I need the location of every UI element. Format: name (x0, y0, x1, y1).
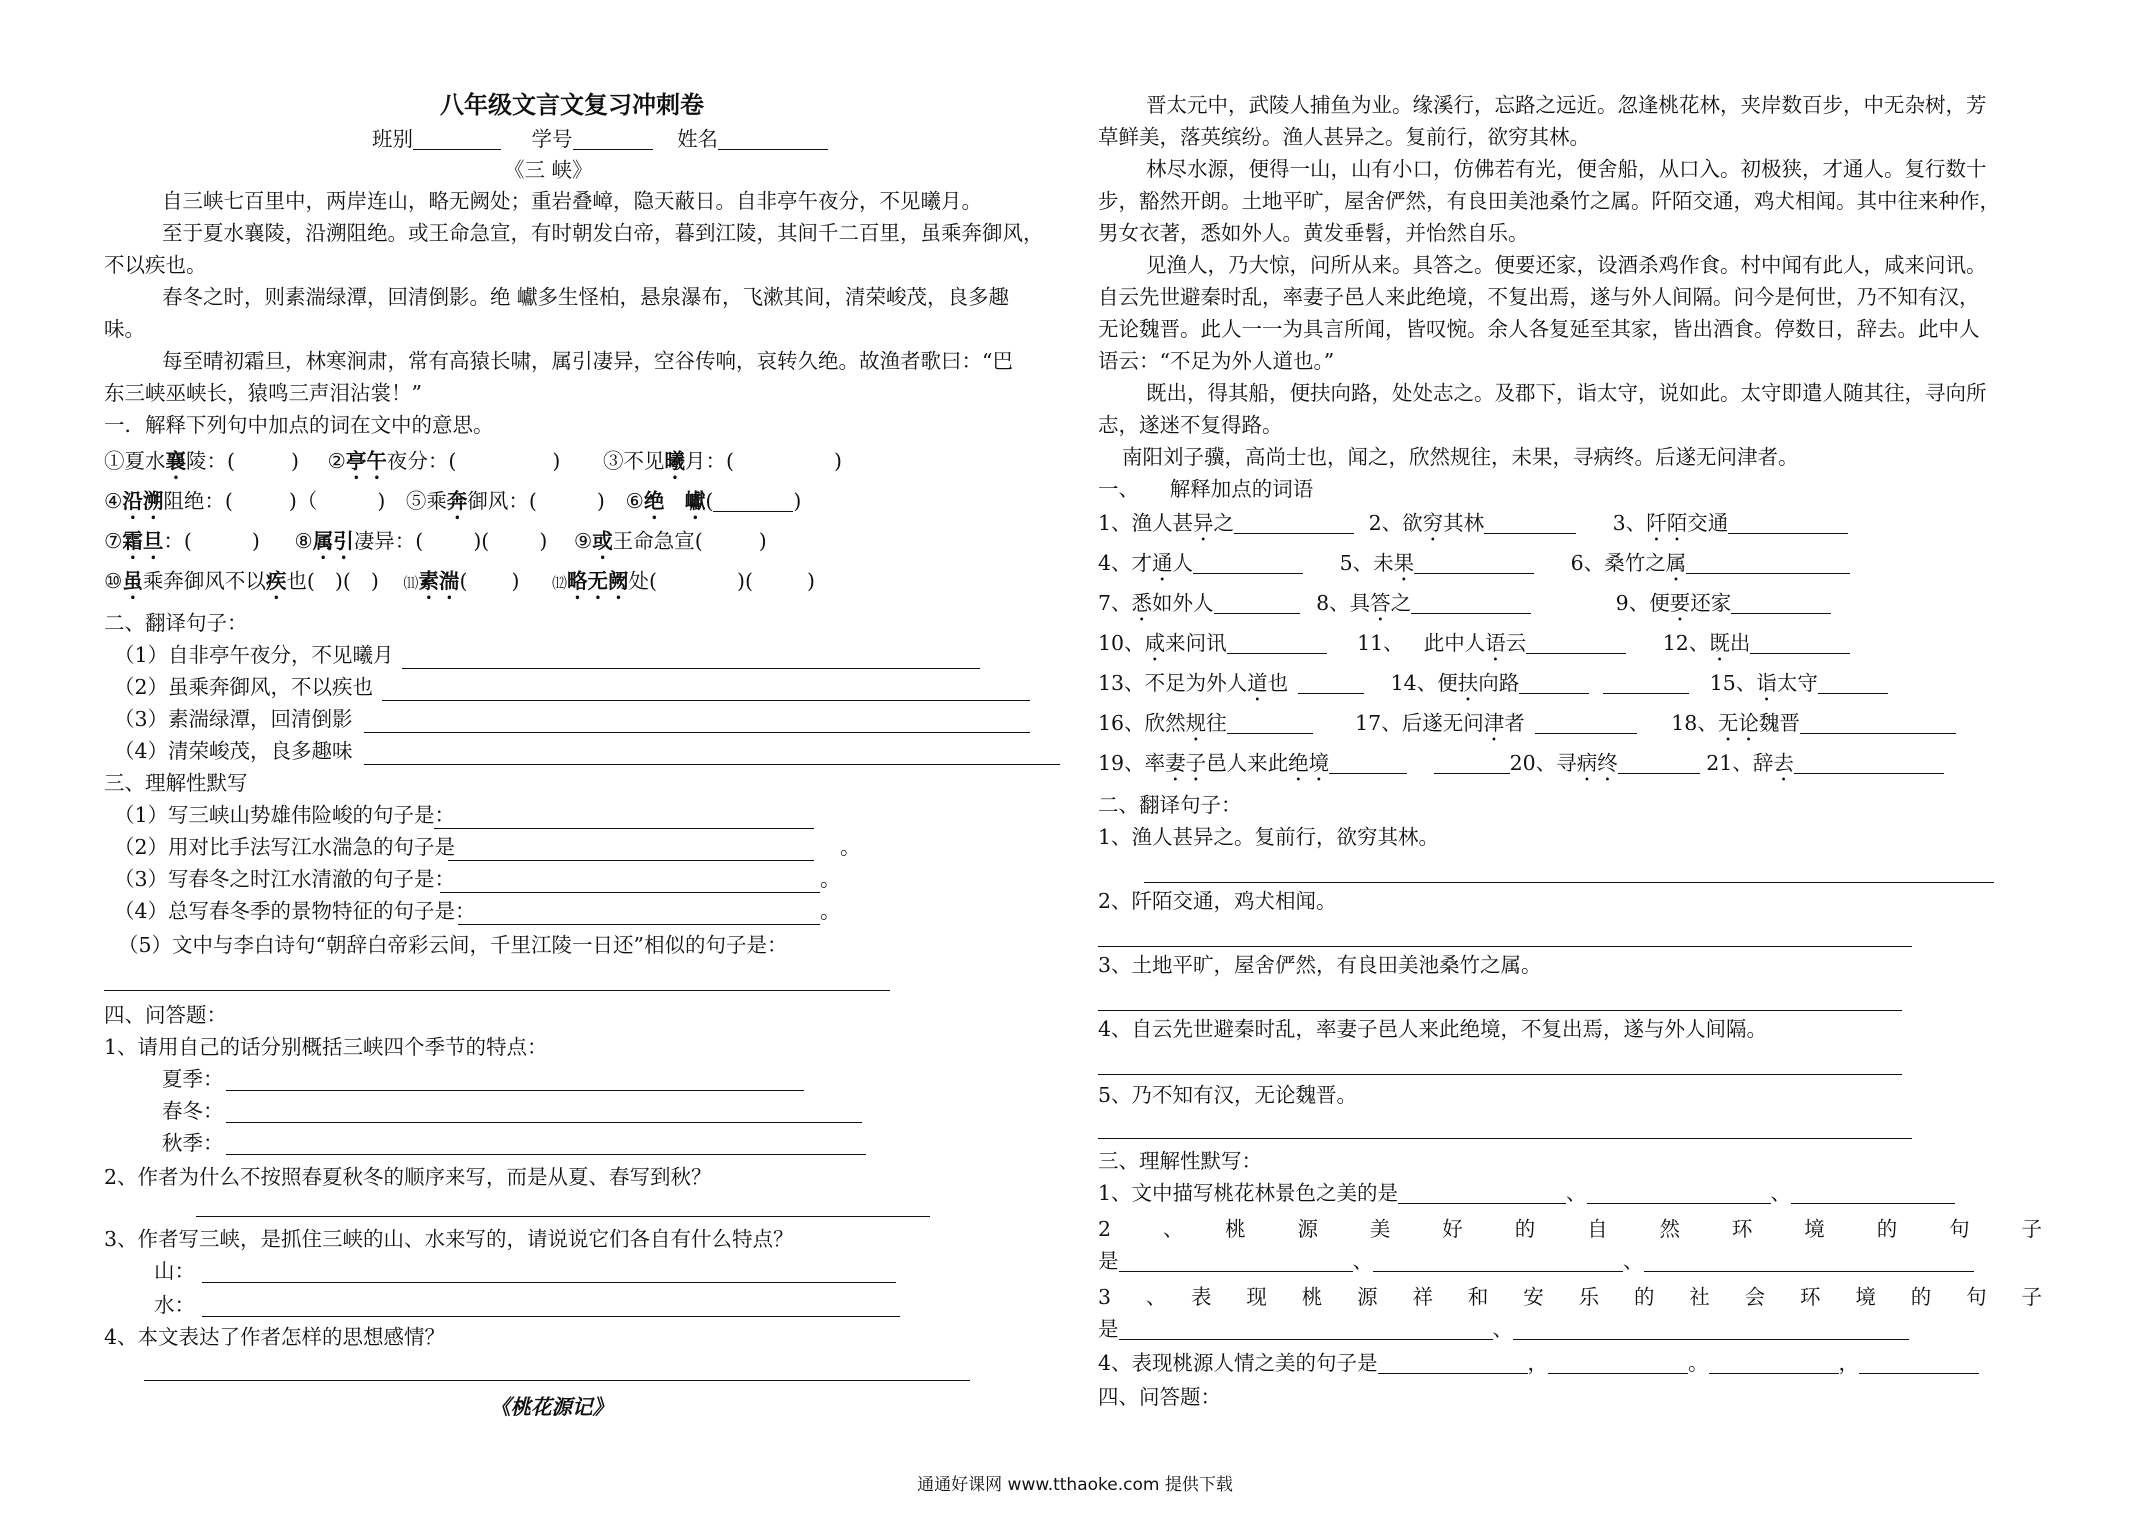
answer-line[interactable] (440, 892, 820, 893)
vocab-row-5: 13、不足为外人道也 14、便扶向路 15、诣太守 (1098, 668, 1888, 706)
answer-line[interactable] (144, 1380, 970, 1381)
passage-line: 志，遂迷不复得路。 (1098, 413, 1283, 437)
translate-item-2: 2、阡陌交通，鸡犬相闻。 (1098, 889, 1337, 913)
vocab-row-3: 7、悉如外人 8、具答之 9、便要还家 (1098, 588, 1831, 626)
answer-line[interactable] (226, 1090, 804, 1091)
passage-line: 无论魏晋。此人一一为具言所闻，皆叹惋。余人各复延至其家，皆出酒食。停数日，辞去。此中人 (1098, 317, 1980, 341)
passage-line: 至于夏水襄陵，沿溯阻绝。或王命急宣，有时朝发白帝，暮到江陵，其间千二百里，虽乘奔御风， (162, 221, 1044, 245)
q3-water: 水： (154, 1293, 195, 1317)
section-2-title: 二、翻译句子： (1098, 793, 1242, 817)
vocab-row-6: 16、欣然规往 17、后遂无问津者 18、无论魏晋 (1098, 708, 1956, 746)
student-info-row (372, 124, 828, 156)
question-4: 4、本文表达了作者怎样的思想感情？ (104, 1325, 446, 1349)
recite-q1: 1、文中描写桃花林景色之美的是 、 、 (1098, 1178, 1955, 1210)
vocab-row-7: 19、率妻子邑人来此绝境 20、寻病终 21、辞去 (1098, 748, 1944, 786)
vocab-row-1: 1、渔人甚异之 2、欲穷其林 3、阡陌交通 (1098, 508, 1848, 546)
answer-line[interactable] (1098, 1138, 1912, 1139)
section-1-title: 一、 解释加点的词语 (1098, 477, 1314, 501)
passage-line: 自云先世避秦时乱，率妻子邑人来此绝境，不复出焉，遂与外人间隔。问今是何世，乃不知有汉， (1098, 285, 1980, 309)
section-1-title: 一．解释下列句中加点的词在文中的意思。 (104, 413, 494, 437)
s1-row-1: ①夏水襄陵：( ) ②亭午夜分：( ) ③不见曦月：( ) (104, 449, 842, 473)
section-4-title: 四、问答题： (104, 1003, 227, 1027)
passage-line: 既出，得其船，便扶向路，处处志之。及郡下，诣太守，说如此。太守即遣人随其往，寻向所 (1146, 381, 1987, 405)
question-2: 2、作者为什么不按照春夏秋冬的顺序来写，而是从夏、春写到秋？ (104, 1165, 712, 1189)
answer-line[interactable] (202, 1282, 896, 1283)
passage-line: 男女衣著，悉如外人。黄发垂髫，并怡然自乐。 (1098, 221, 1529, 245)
translate-item-2: （2）虽乘奔御风，不以疾也 (114, 675, 374, 699)
passage-line: 步，豁然开朗。土地平旷，屋舍俨然，有良田美池桑竹之属。阡陌交通，鸡犬相闻。其中往来种作， (1098, 189, 2000, 213)
vocab-row-4: 10、咸来问讯 11、 此中人语云 12、既出 (1098, 628, 1850, 666)
translate-item-5: 5、乃不知有汉，无论魏晋。 (1098, 1083, 1358, 1107)
recite-item-2: （2）用对比手法写江水湍急的句子是 (114, 835, 456, 859)
question-1: 1、请用自己的话分别概括三峡四个季节的特点： (104, 1035, 548, 1059)
passage-line: 味。 (104, 317, 145, 341)
answer-line[interactable] (226, 1122, 862, 1123)
name-field[interactable] (718, 127, 828, 150)
passage-line: 草鲜美，落英缤纷。渔人甚异之。复前行，欲穷其林。 (1098, 125, 1590, 149)
passage-line: 林尽水源，便得一山，山有小口，仿佛若有光，便舍船，从口入。初极狭，才通人。复行数十 (1146, 157, 1987, 181)
answer-line[interactable] (458, 924, 820, 925)
passage-line: 晋太元中，武陵人捕鱼为业。缘溪行，忘路之远近。忽逢桃花林，夹岸数百步，中无杂树，芳 (1146, 93, 1987, 117)
translate-item-4: （4）清荣峻茂，良多趣味 (114, 739, 353, 763)
answer-line[interactable] (226, 1154, 866, 1155)
passage-line: 东三峡巫峡长，猿鸣三声泪沾裳！” (104, 381, 422, 405)
s1-row-2: ④沿溯阻绝：( )（ ) ⑤乘奔御风：( ) ⑥绝 巘( ) (104, 489, 802, 513)
passage-line: 自三峡七百里中，两岸连山，略无阙处；重岩叠嶂，隐天蔽日。自非亭午夜分，不见曦月。 (162, 189, 982, 213)
passage-line: 南阳刘子骥，高尚士也，闻之，欣然规往，未果，寻病终。后遂无问津者。 (1122, 445, 1799, 469)
recite-q3: 3 、 表 现 桃 源 祥 和 安 乐 的 社 会 环 境 的 句 子 (1098, 1285, 2042, 1309)
answer-line[interactable] (1098, 1010, 1902, 1011)
season-autumn: 秋季： (162, 1131, 224, 1155)
passage-line: 不以疾也。 (104, 253, 207, 277)
answer-line[interactable] (196, 1216, 930, 1217)
answer-line[interactable] (402, 668, 980, 669)
answer-line[interactable] (364, 764, 1060, 765)
answer-line[interactable] (202, 1316, 900, 1317)
question-3: 3、作者写三峡，是抓住三峡的山、水来写的，请说说它们各自有什么特点？ (104, 1227, 794, 1251)
recite-item-1: （1）写三峡山势雄伟险峻的句子是： (114, 803, 456, 827)
answer-line[interactable] (448, 860, 814, 861)
answer-line[interactable] (1098, 946, 1912, 947)
section-3-title: 三、理解性默写 (104, 771, 248, 795)
number-label: 学号 (531, 127, 573, 151)
answer-line[interactable] (364, 732, 1030, 733)
passage-line: 语云：“不足为外人道也。” (1098, 349, 1335, 373)
recite-q3-answer: 是 、 (1098, 1314, 1909, 1346)
recite-item-5: （5）文中与李白诗句“朝辞白帝彩云间，千里江陵一日还”相似的句子是： (118, 933, 788, 957)
q3-mountain: 山： (154, 1259, 195, 1283)
section-2-title: 二、翻译句子： (104, 611, 248, 635)
answer-line[interactable] (382, 700, 1030, 701)
exam-title: 八年级文言文复习冲刺卷 (440, 91, 704, 119)
name-label: 姓名 (677, 127, 719, 151)
recite-q4: 4、表现桃源人情之美的句子是 ， 。 ， (1098, 1348, 1979, 1380)
section-4-title: 四、问答题： (1098, 1385, 1221, 1409)
footer-credit: 通通好课网 www.tthaoke.com 提供下载 (917, 1475, 1233, 1495)
vocab-row-2: 4、才通人 5、未果 6、桑竹之属 (1098, 548, 1850, 586)
answer-line[interactable] (104, 990, 890, 991)
number-field[interactable] (573, 127, 653, 150)
translate-item-3: （3）素湍绿潭，回清倒影 (114, 707, 353, 731)
recite-item-4: （4）总写春冬季的景物特征的句子是： (114, 899, 476, 923)
passage-line: 春冬之时，则素湍绿潭，回清倒影。绝 巘多生怪柏，悬泉瀑布，飞漱其间，清荣峻茂，良多趣 (162, 285, 1010, 309)
recite-q2-answer: 是 、 、 (1098, 1246, 1974, 1278)
passage-title: 《三 峡》 (504, 158, 593, 182)
translate-item-3: 3、土地平旷，屋舍俨然，有良田美池桑竹之属。 (1098, 953, 1542, 977)
s1-row-3: ⑦霜旦：( ) ⑧属引凄异：( )( ) ⑨或王命急宣( ) (104, 529, 767, 553)
passage-line: 每至晴初霜旦，林寒涧肃，常有高猿长啸，属引凄异，空谷传响，哀转久绝。故渔者歌曰：“巴 (162, 349, 1013, 373)
season-summer: 夏季： (162, 1067, 224, 1091)
translate-item-1: （1）自非亭午夜分，不见曦月 (114, 643, 394, 667)
class-field[interactable] (413, 127, 501, 150)
passage-line: 见渔人，乃大惊，问所从来。具答之。便要还家，设酒杀鸡作食。村中闻有此人，咸来问讯。 (1146, 253, 1987, 277)
translate-item-4: 4、自云先世避秦时乱，率妻子邑人来此绝境，不复出焉，遂与外人间隔。 (1098, 1017, 1768, 1041)
translate-item-1: 1、渔人甚异之。复前行，欲穷其林。 (1098, 825, 1440, 849)
answer-line[interactable] (1098, 1074, 1902, 1075)
recite-item-3: （3）写春冬之时江水清澈的句子是： (114, 867, 456, 891)
next-passage-title: 《桃花源记》 (490, 1395, 613, 1419)
section-3-title: 三、理解性默写： (1098, 1149, 1262, 1173)
answer-line[interactable] (1144, 882, 1994, 883)
season-spring-winter: 春冬： (162, 1099, 224, 1123)
s1-row-4: ⑩虽乘奔御风不以疾也( )( ) ⑾素湍( ) ⑿略无阙处( )( ) (104, 569, 815, 593)
answer-line[interactable] (434, 828, 814, 829)
recite-q2: 2 、 桃 源 美 好 的 自 然 环 境 的 句 子 (1098, 1217, 2042, 1241)
class-label: 班别 (372, 127, 413, 151)
